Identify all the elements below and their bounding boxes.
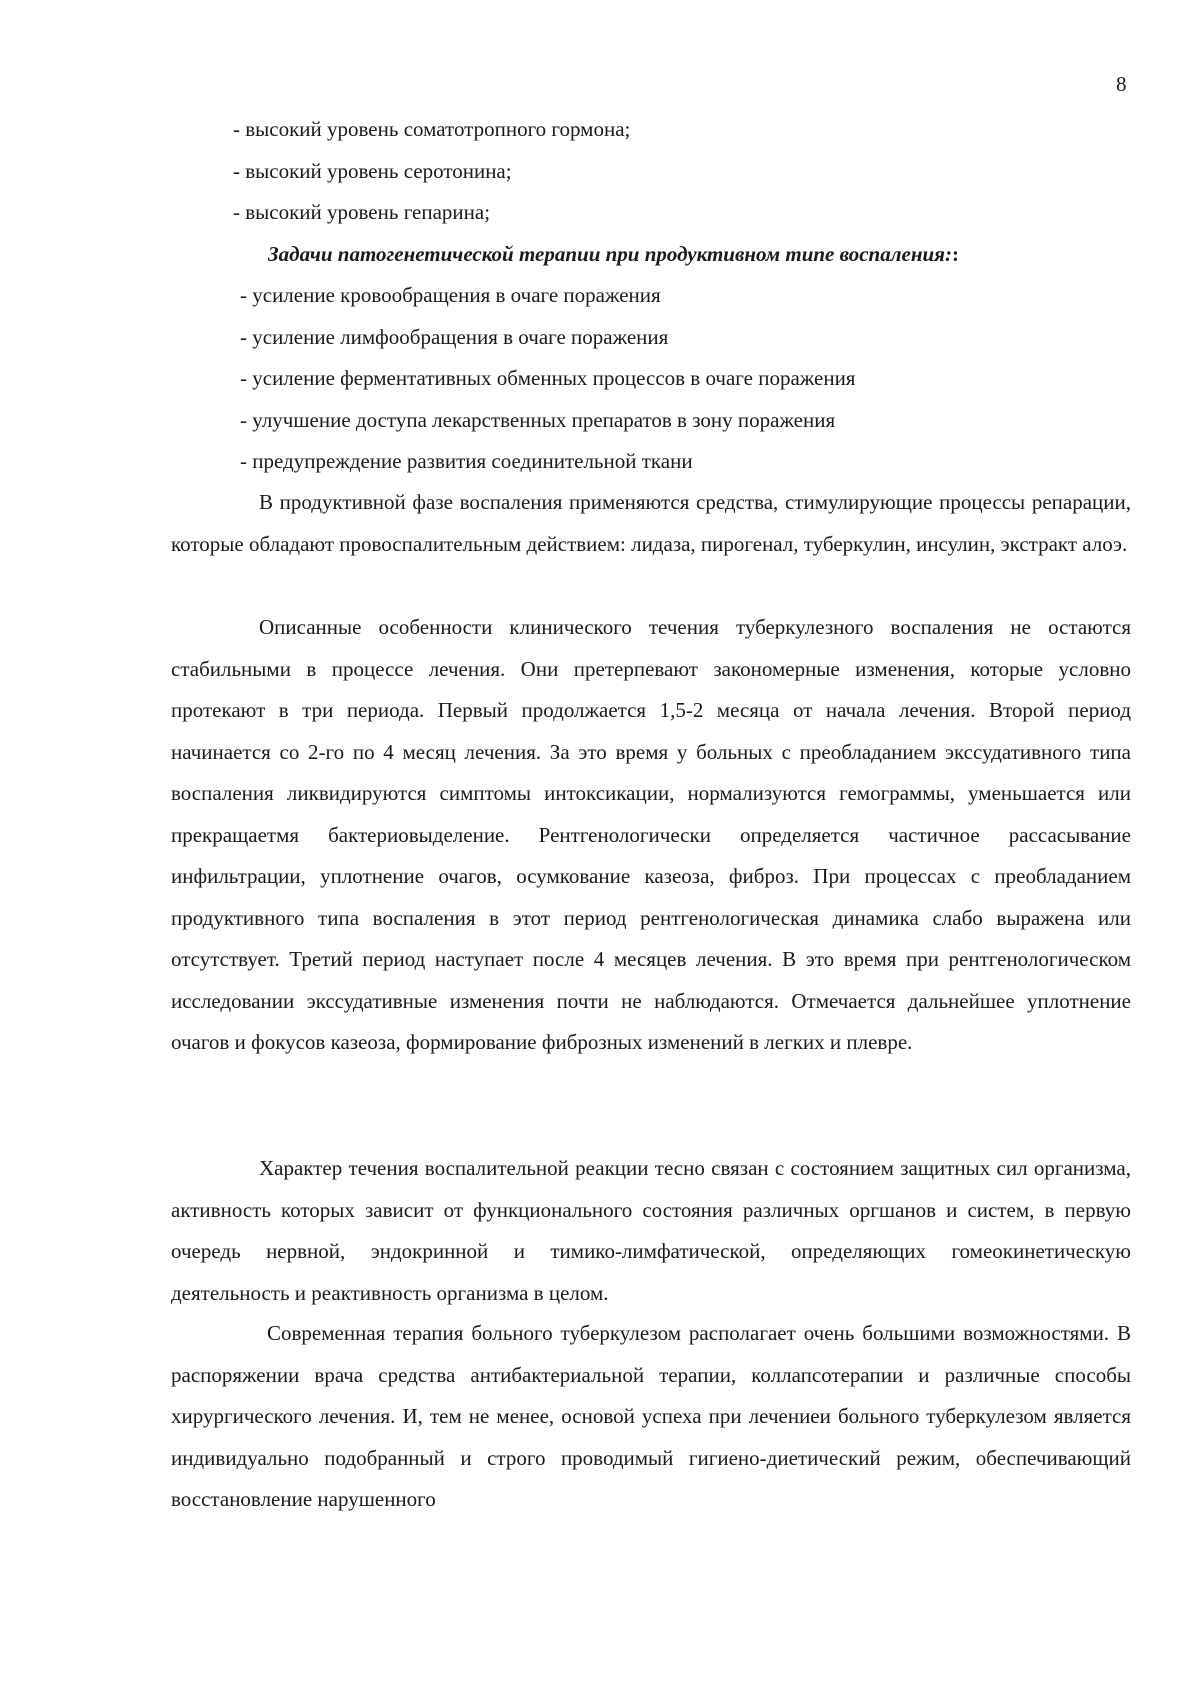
list-item-hormone: - высокий уровень соматотропного гормона; (233, 117, 631, 141)
list-item-heparin: - высокий уровень гепарина; (233, 200, 491, 224)
task-item-blood-circulation: - усиление кровообращения в очаге поражения (240, 283, 661, 307)
task-item-lymph-circulation: - усиление лимфообращения в очаге поражения (240, 325, 669, 349)
paragraph-treatment-periods: Описанные особенности клинического течения туберкулезного воспаления не остаются стабильными в процессе лечения. Они претерпевают закономерные изменения, которые условно протекают в три периода. Первый продолжается 1,5-2 месяца от начала лечения. Второй период начинается со 2-го по 4 месяц лечения. За это время у больных с преобладанием экссудативного типа воспаления ликвидируются симптомы интоксикации, нормализуются гемограммы, уменьшается или прекращаетмя бактериовыделение. Рентгенологически определяется частичное рассасывание инфильтрации, уплотнение очагов, осумкование казеоза, фиброз. При процессах с преобладанием продуктивного типа воспаления в этот период рентгенологическая динамика слабо выражена или отсутствует. Третий период наступает после 4 месяцев лечения. В это время при рентгенологическом исследовании экссудативные изменения почти не наблюдаются. Отмечается дальнейшее уплотнение очагов и фокусов казеоза, формирование фиброзных изменений в легких и плевре. (171, 615, 1131, 1054)
section-heading (268, 241, 959, 267)
section-heading-text: Задачи патогенетической терапии при продуктивном типе воспаления: (268, 242, 952, 266)
task-item-enzymatic-processes: - усиление ферментативных обменных процессов в очаге поражения (240, 366, 856, 390)
page-number: 8 (1116, 72, 1127, 96)
paragraph-inflammatory-reaction: Характер течения воспалительной реакции тесно связан с состоянием защитных сил организма, активность которых зависит от функционального состояния различных оргшанов и систем, в первую очередь нервной, эндокринной и тимико-лимфатической, определяющих гомеокинетическую деятельность и реактивность организма в целом. (171, 1156, 1131, 1305)
task-item-connective-tissue: - предупреждение развития соединительной ткани (240, 449, 693, 473)
section-heading-suffix: : (951, 242, 959, 266)
paragraph-modern-therapy: Современная терапия больного туберкулезом располагает очень большими возможностями. В распоряжении врача средства антибактериальной терапии, коллапсотерапии и различные способы хирургического лечения. И, тем не менее, основой успеха при лечениеи больного туберкулезом является индивидуально подобранный и строго проводимый гигиено-диетический режим, обеспечивающий восстановление нарушенного (171, 1321, 1131, 1511)
list-item-serotonin: - высокий уровень серотонина; (233, 159, 512, 183)
paragraph-productive-phase: В продуктивной фазе воспаления применяются средства, стимулирующие процессы репарации, которые обладают провоспалительным действием: лидаза, пирогенал, туберкулин, инсулин, экстракт алоэ. (171, 490, 1131, 556)
task-item-drug-access: - улучшение доступа лекарственных препаратов в зону поражения (240, 408, 836, 432)
